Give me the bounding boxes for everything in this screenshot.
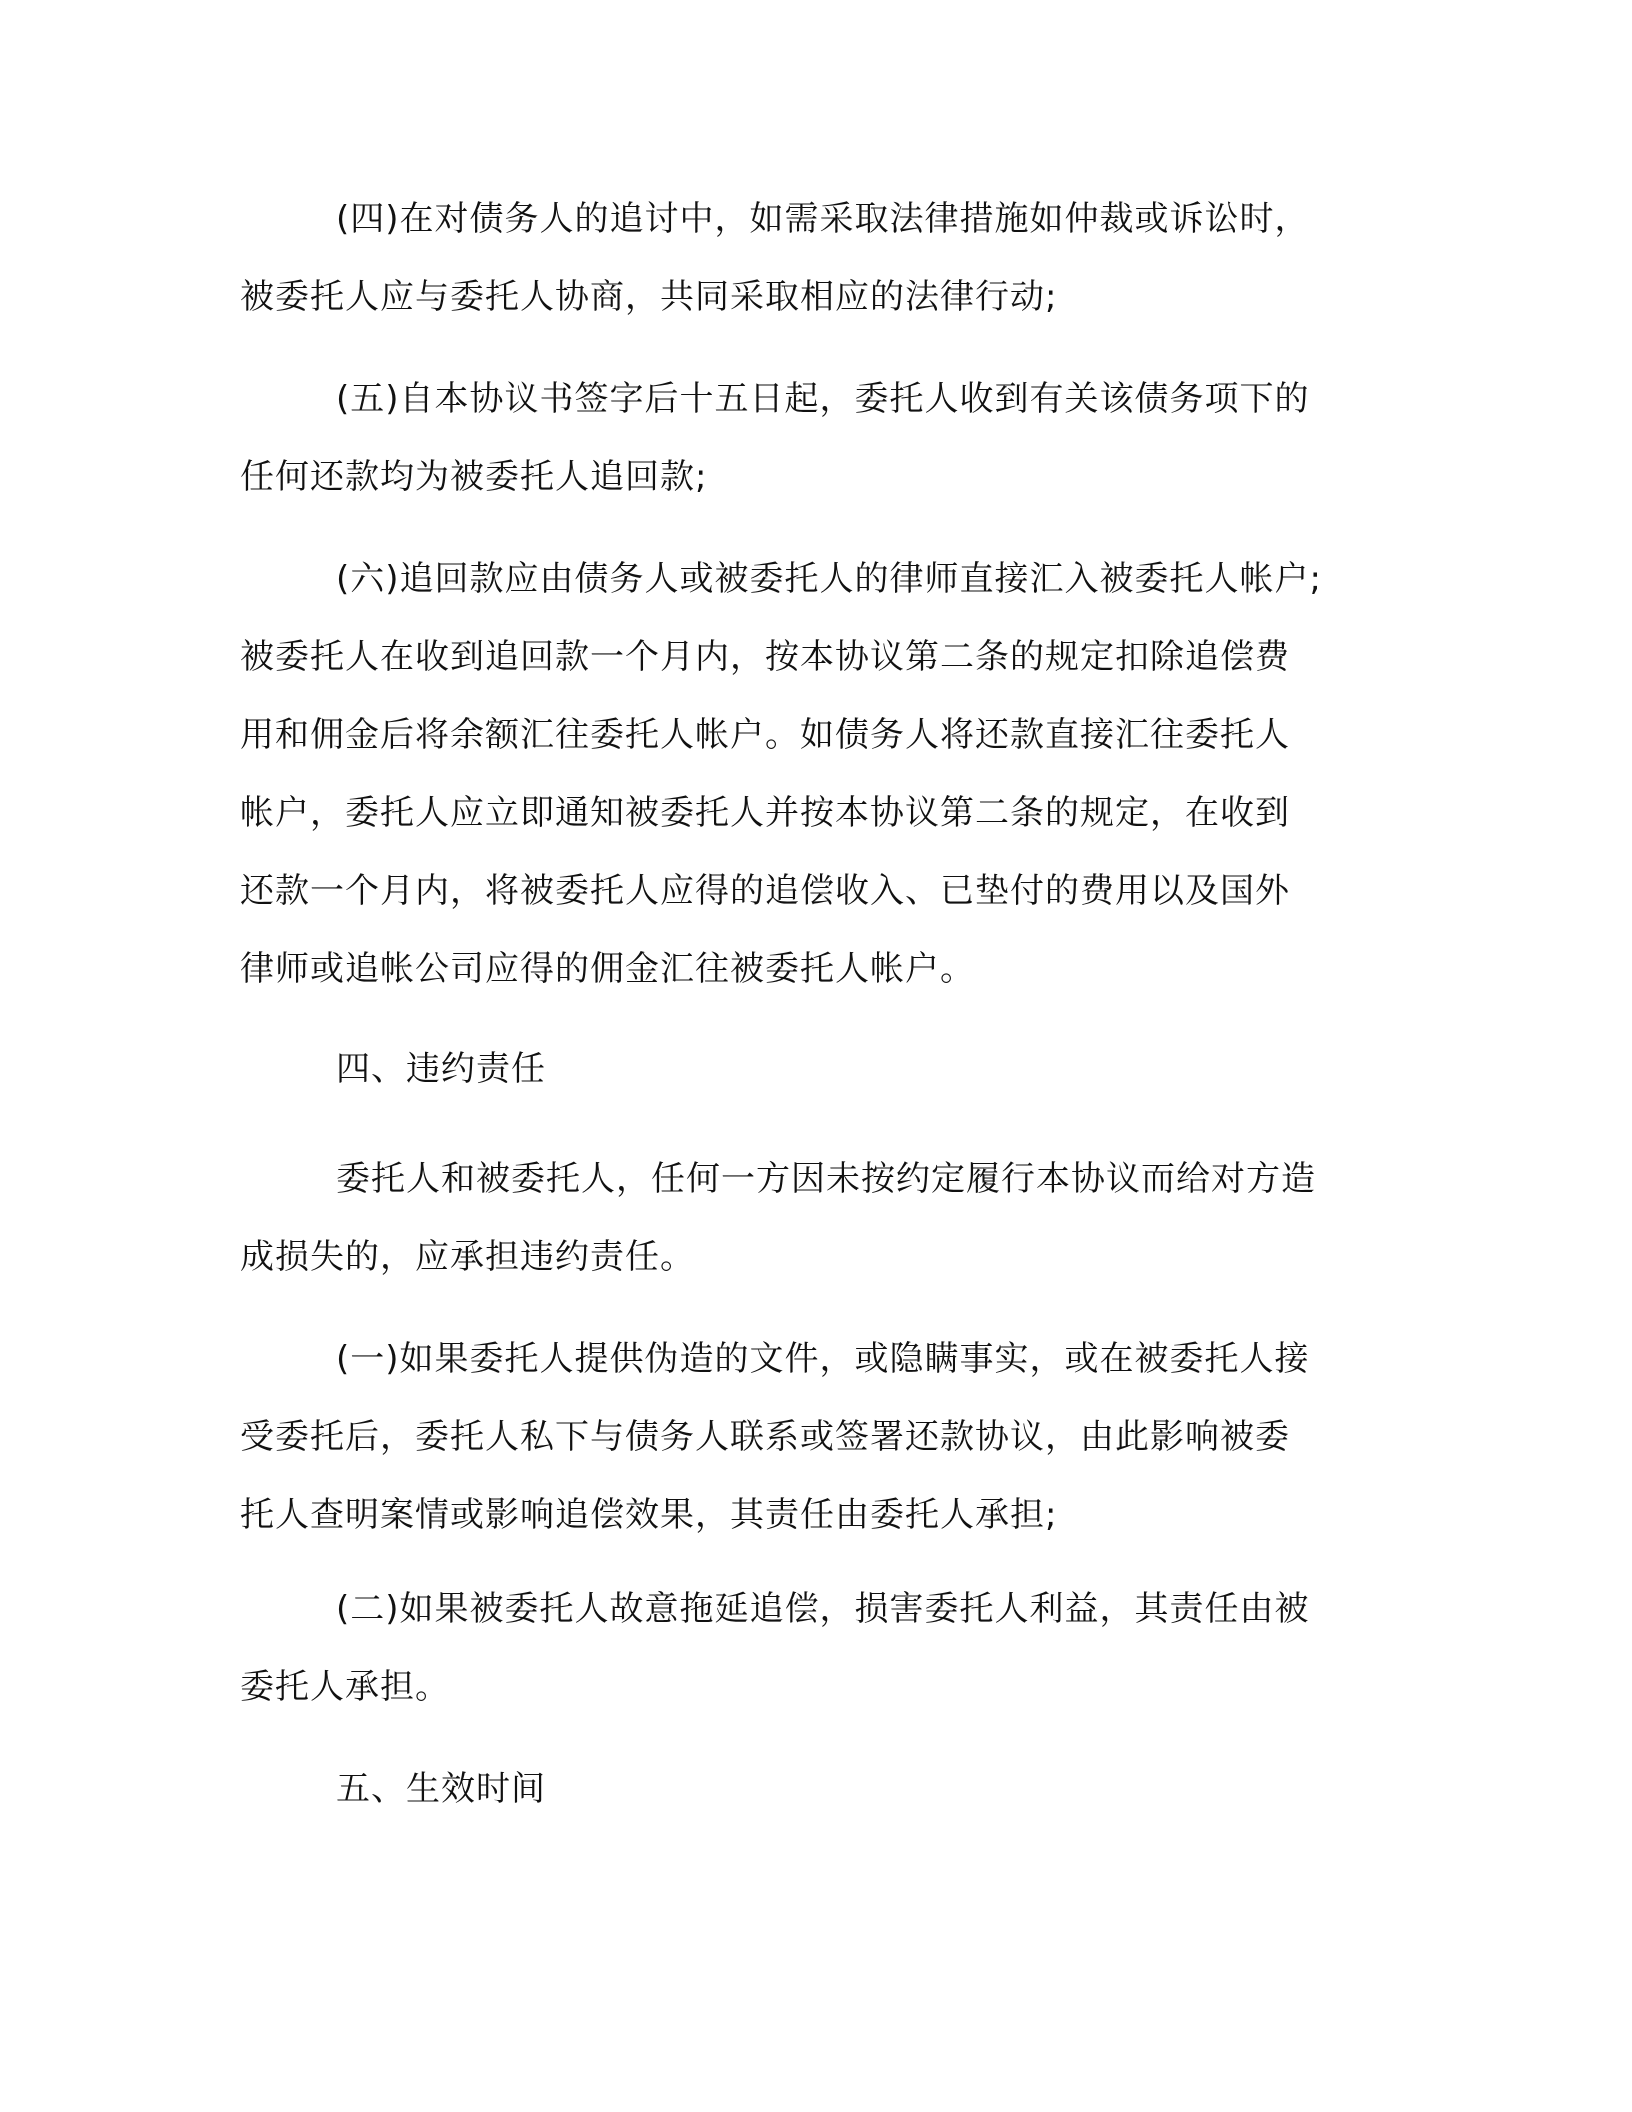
paragraph-line: 托人查明案情或影响追偿效果，其责任由委托人承担;: [240, 1495, 1058, 1535]
paragraph-clause-6: [240, 540, 1388, 1008]
section-heading-breach-liability: [240, 1030, 1388, 1108]
paragraph-line: 任何还款均为被委托人追回款;: [240, 457, 708, 497]
paragraph-breach-clause-2: [240, 1570, 1388, 1726]
paragraph-line: 被委托人应与委托人协商，共同采取相应的法律行动;: [240, 277, 1058, 317]
section-heading: 五、生效时间: [336, 1769, 546, 1809]
paragraph-line: 还款一个月内，将被委托人应得的追偿收入、已垫付的费用以及国外: [240, 871, 1290, 911]
paragraph-line: 成损失的，应承担违约责任。: [240, 1237, 695, 1277]
paragraph-line: 帐户，委托人应立即通知被委托人并按本协议第二条的规定，在收到: [240, 793, 1290, 833]
paragraph-line: 委托人和被委托人，任何一方因未按约定履行本协议而给对方造: [336, 1159, 1316, 1199]
paragraph-line: (五)自本协议书签字后十五日起，委托人收到有关该债务项下的: [336, 379, 1310, 419]
paragraph-breach-general: [240, 1140, 1388, 1296]
paragraph-line: 受委托后，委托人私下与债务人联系或签署还款协议，由此影响被委: [240, 1417, 1290, 1457]
paragraph-line: 委托人承担。: [240, 1667, 450, 1707]
paragraph-clause-5: [240, 360, 1388, 516]
paragraph-line: (四)在对债务人的追讨中，如需采取法律措施如仲裁或诉讼时，: [336, 199, 1310, 239]
paragraph-clause-4: [240, 180, 1388, 336]
section-heading-effective-time: [240, 1750, 1388, 1828]
paragraph-line: 被委托人在收到追回款一个月内，按本协议第二条的规定扣除追偿费: [240, 637, 1290, 677]
paragraph-line: (一)如果委托人提供伪造的文件，或隐瞒事实，或在被委托人接: [336, 1339, 1310, 1379]
paragraph-line: 用和佣金后将余额汇往委托人帐户。如债务人将还款直接汇往委托人: [240, 715, 1290, 755]
section-heading: 四、违约责任: [336, 1049, 546, 1089]
paragraph-breach-clause-1: [240, 1320, 1388, 1554]
paragraph-line: 律师或追帐公司应得的佣金汇往被委托人帐户。: [240, 949, 975, 989]
paragraph-line: (二)如果被委托人故意拖延追偿，损害委托人利益，其责任由被: [336, 1589, 1310, 1629]
paragraph-line: (六)追回款应由债务人或被委托人的律师直接汇入被委托人帐户;: [336, 559, 1322, 599]
